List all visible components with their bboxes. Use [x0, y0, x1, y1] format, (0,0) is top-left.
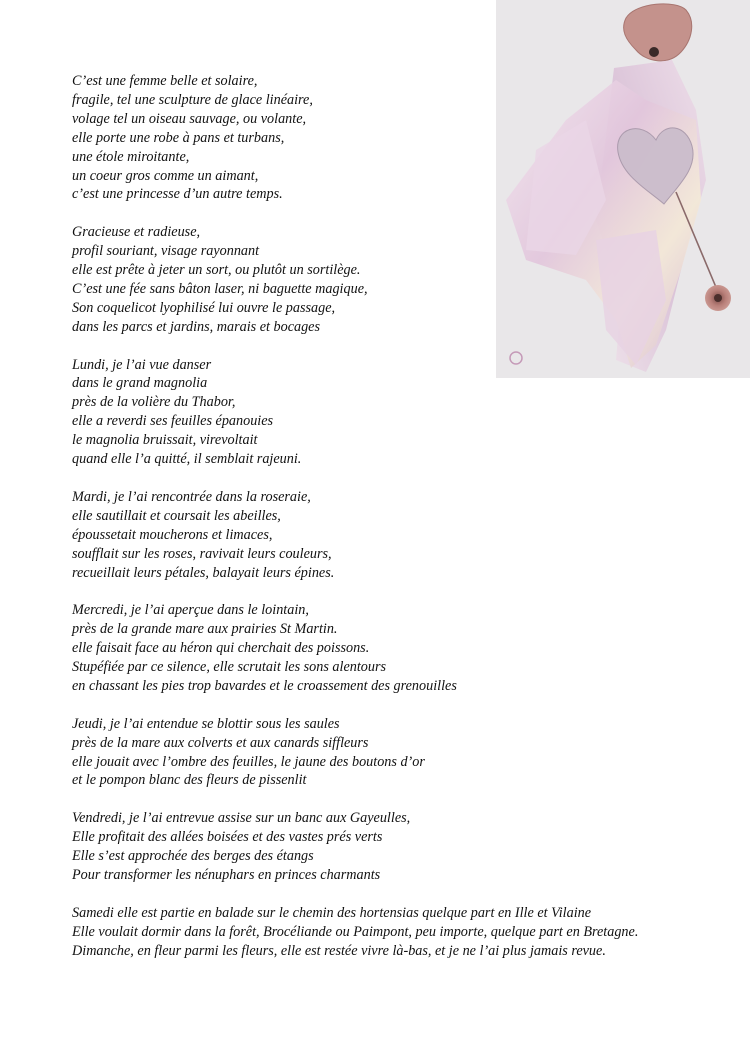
poem-line: Samedi elle est partie en balade sur le chemin des hortensias quelque part en Ille et Vilaine	[72, 904, 592, 921]
poem-line: profil souriant, visage rayonnant	[72, 243, 260, 260]
poem-line: elle est prête à jeter un sort, ou plutôt un sortilège.	[72, 262, 361, 279]
poem-line: elle jouait avec l’ombre des feuilles, le jaune des boutons d’or	[72, 753, 425, 770]
poem-stanza	[72, 715, 712, 791]
poem-line: près de la grande mare aux prairies St Martin.	[72, 621, 338, 638]
poem-line: Elle s’est approchée des berges des étangs	[72, 848, 314, 865]
poem-line: le magnolia bruissait, virevoltait	[72, 432, 258, 449]
poem-line: elle a reverdi ses feuilles épanouies	[72, 413, 274, 430]
poem-line: près de la mare aux colverts et aux canards siffleurs	[72, 734, 369, 751]
poem-stanza	[72, 488, 712, 583]
hat-bead-shape	[649, 47, 659, 57]
poem-stanza	[72, 904, 712, 961]
poem-line: Gracieuse et radieuse,	[72, 224, 201, 241]
poem-line: recueillait leurs pétales, balayait leurs épines.	[72, 564, 335, 581]
poem-line: Jeudi, je l’ai entendue se blottir sous les saules	[72, 715, 340, 732]
poem-line: Elle voulait dormir dans la forêt, Brocéliande ou Paimpont, peu importe, quelque part en Bretagne.	[72, 923, 639, 940]
poppy-center-shape	[714, 294, 722, 302]
poem-stanza	[72, 809, 712, 885]
poem-line: C’est une femme belle et solaire,	[72, 73, 258, 89]
poem-line: elle porte une robe à pans et turbans,	[72, 129, 285, 146]
poem-line: Mardi, je l’ai rencontrée dans la roseraie,	[72, 488, 311, 505]
poem-line: dans les parcs et jardins, marais et bocages	[72, 318, 321, 335]
poem-line: une étole miroitante,	[72, 148, 190, 165]
poem-stanza	[72, 72, 712, 204]
poem-stanza	[72, 601, 712, 696]
poem-line: Stupéfiée par ce silence, elle scrutait les sons alentours	[72, 659, 387, 676]
poem-line: Mercredi, je l’ai aperçue dans le lointain,	[72, 602, 309, 619]
poem-line: C’est une fée sans bâton laser, ni baguette magique,	[72, 280, 368, 297]
poem-line: Lundi, je l’ai vue danser	[72, 356, 212, 373]
poem-line: époussetait moucherons et limaces,	[72, 526, 273, 543]
poem-line: Pour transformer les nénuphars en princes charmants	[72, 866, 381, 883]
poem-line: fragile, tel une sculpture de glace linéaire,	[72, 91, 313, 108]
poem-line: en chassant les pies trop bavardes et le croassement des grenouilles	[72, 677, 457, 694]
poem-line: Vendredi, je l’ai entrevue assise sur un banc aux Gayeulles,	[72, 810, 411, 827]
poem-line: dans le grand magnolia	[72, 375, 208, 392]
poem-line: près de la volière du Thabor,	[72, 394, 236, 411]
poem-line: un coeur gros comme un aimant,	[72, 167, 259, 184]
poem-line: soufflait sur les roses, ravivait leurs couleurs,	[72, 545, 332, 562]
poem-line: quand elle l’a quitté, il semblait rajeuni.	[72, 451, 302, 468]
poem-line: elle sautillait et coursait les abeilles,	[72, 507, 281, 524]
poem-stanza	[72, 223, 712, 336]
poem-line: Dimanche, en fleur parmi les fleurs, elle est restée vivre là-bas, et je ne l’ai plus jamais revue.	[72, 942, 606, 959]
poem-line: volage tel un oiseau sauvage, ou volante,	[72, 110, 307, 127]
poem-line: Son coquelicot lyophilisé lui ouvre le passage,	[72, 299, 336, 316]
poem-line: c’est une princesse d’un autre temps.	[72, 186, 283, 203]
poem-line: Elle profitait des allées boisées et des vastes prés verts	[72, 829, 383, 846]
poem-line: et le pompon blanc des fleurs de pissenlit	[72, 772, 307, 789]
poem-text	[72, 72, 712, 979]
poem-line: elle faisait face au héron qui cherchait des poissons.	[72, 640, 370, 657]
poem-stanza	[72, 356, 712, 469]
